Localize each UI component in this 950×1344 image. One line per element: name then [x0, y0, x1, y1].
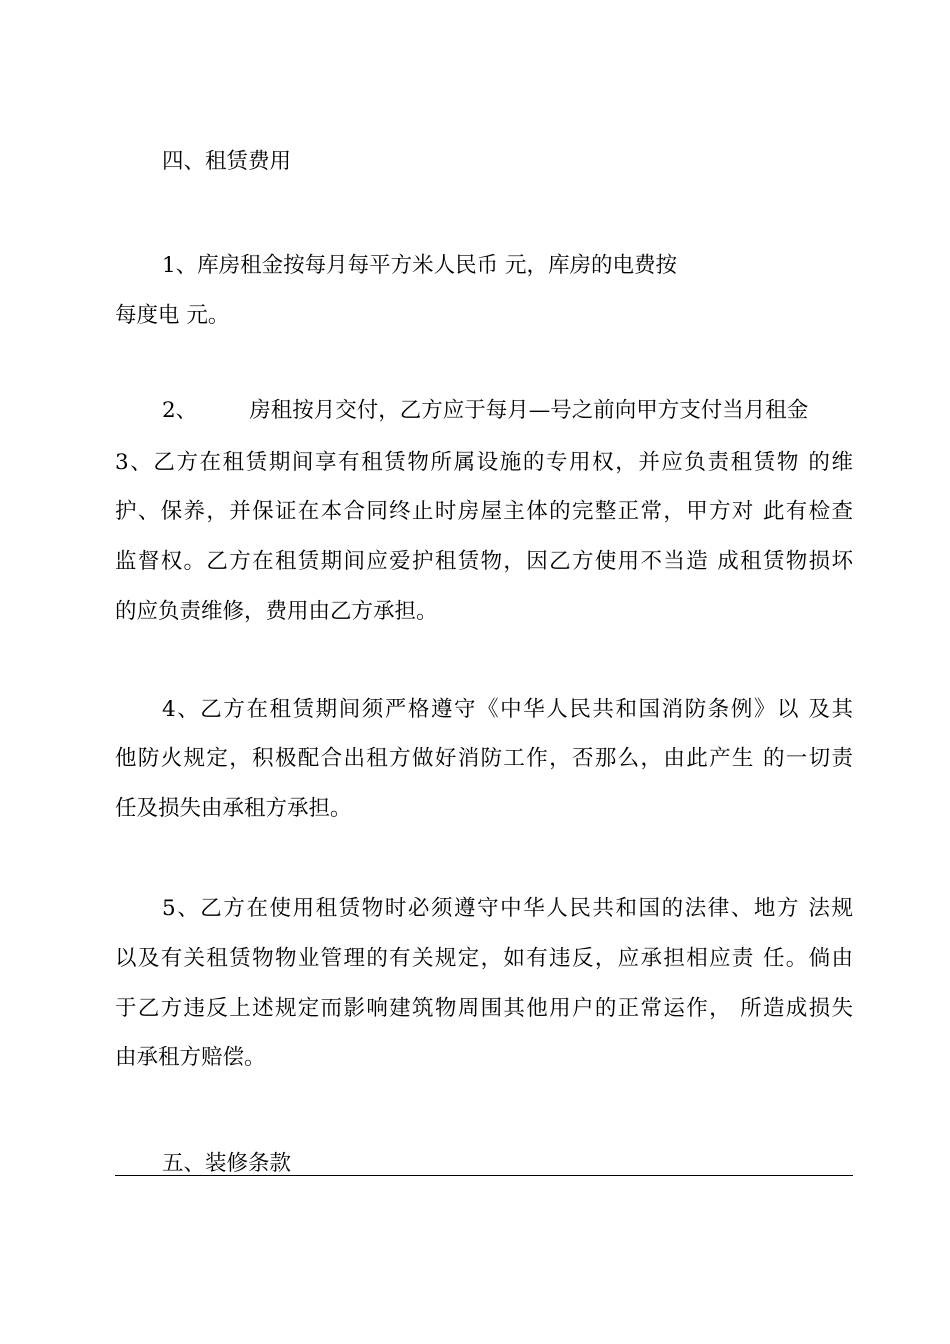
clause-3-line-1: 3、乙方在租赁期间享有租赁物所属设施的专用权，并应负责租赁物 的维 — [115, 450, 853, 475]
clause-2 — [162, 396, 808, 426]
page-footer-rule — [115, 1175, 853, 1176]
clause-3-line-4: 的应负责维修，费用由乙方承担。 — [115, 599, 438, 624]
clause-1-line-2: 每度电 元。 — [115, 303, 230, 328]
clause-3-line-2: 护、保养，并保证在本合同终止时房屋主体的完整正常，甲方对 此有检查 — [115, 499, 853, 524]
section-4-heading: 四、租赁费用 — [162, 149, 292, 174]
clause-1-line-1: 1、库房租金按每月每平方米人民币 元，库房的电费按 — [162, 253, 678, 278]
clause-3-line-3: 监督权。乙方在租赁期间应爱护租赁物，因乙方使用不当造 成租赁物损坏 — [115, 549, 853, 574]
clause-5-line-2: 以及有关租赁物物业管理的有关规定，如有违反，应承担相应责 任。倘由 — [115, 946, 853, 971]
clause-4-line-2: 他防火规定，积极配合出租方做好消防工作，否那么，由此产生 的一切责 — [115, 746, 853, 771]
clause-4-line-3: 任及损失由承租方承担。 — [115, 796, 352, 821]
clause-5-line-4: 由承租方赔偿。 — [115, 1045, 266, 1070]
clause-5-line-3: 于乙方违反上述规定而影响建筑物周围其他用户的正常运作， 所造成损失 — [115, 996, 853, 1021]
clause-2-text: 房租按月交付，乙方应于每月—号之前向甲方支付当月租金 — [249, 398, 809, 423]
section-5-heading: 五、装修条款 — [162, 1151, 292, 1176]
clause-2-number: 2、 — [162, 398, 198, 423]
clause-5-line-1: 5、乙方在使用租赁物时必须遵守中华人民共和国的法律、地方 法规 — [162, 896, 853, 921]
clause-4-line-1: 4、乙方在租赁期间须严格遵守《中华人民共和国消防条例》以 及其 — [162, 697, 853, 722]
